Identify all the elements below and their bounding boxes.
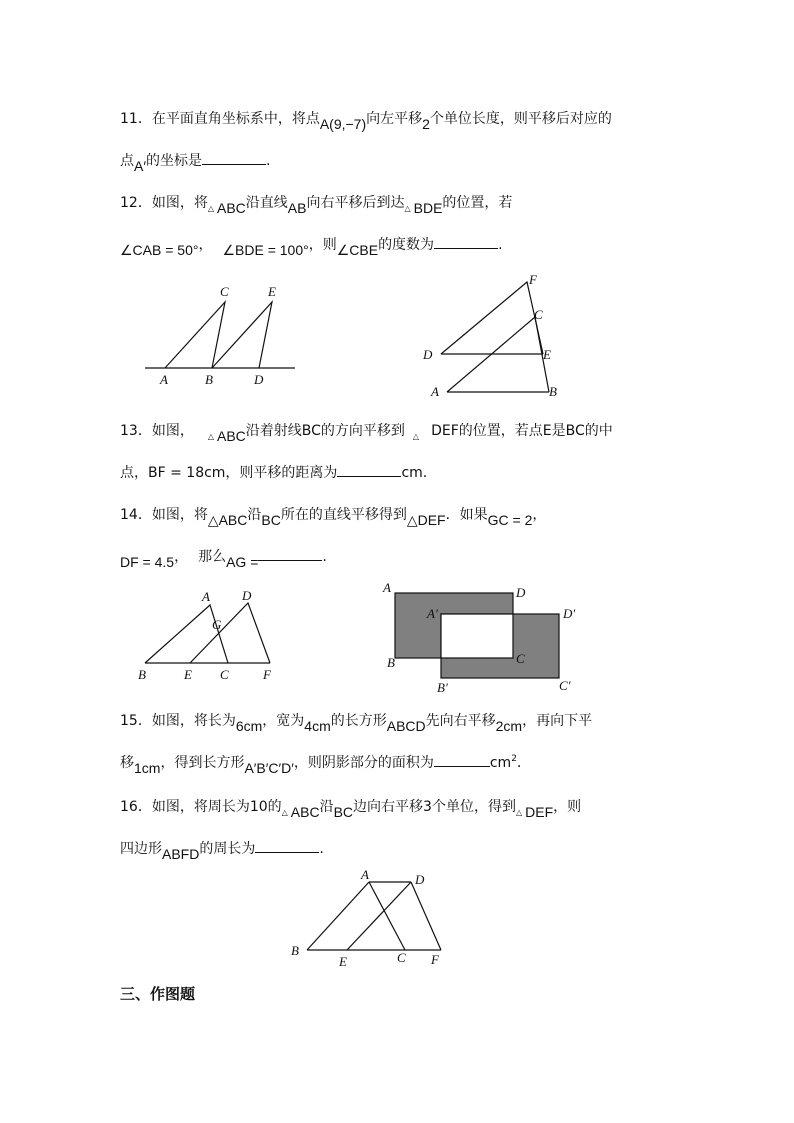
q11-line1: 11．在平面直角坐标系中，将点A(9,−7)向左平移2个单位长度，则平移后对应的 [120,111,612,132]
q16-line2: 四边形ABFD的周长为 . [120,838,324,862]
label-e: E [543,347,551,362]
triangle-abc [165,302,225,368]
q15-line1: 15．如图，将长为6cm，宽为4cm的长方形ABCD先向右平移2cm，再向下平 [120,713,593,734]
answer-blank[interactable] [434,234,498,249]
label-c: C [220,284,229,299]
label-d-prime: D′ [563,606,576,621]
label-f: F [431,952,439,967]
q15-line2: 移1cm，得到长方形A′B′C′D′，则阴影部分的面积为 cm2． [120,754,531,776]
label-b-prime: B′ [437,680,448,695]
answer-blank[interactable] [202,150,266,165]
triangle-symbol: △ [281,808,288,817]
triangle-symbol: △ [207,204,214,213]
q15-figure [375,578,585,696]
label-d: D [423,347,433,362]
q14-line2: DF = 4.5， 那么AG = . [120,546,327,570]
label-a: A [431,384,439,399]
label-f: F [529,272,537,287]
triangle-symbol: △ [515,808,523,817]
triangle-bde [212,302,272,368]
q12-line1: 12．如图，将△ ABC沿直线AB向右平移后到达△ BDE的位置，若 [120,195,513,216]
label-a-prime: A′ [427,606,438,621]
label-a: A [361,867,369,882]
label-e: E [339,954,347,969]
label-d: D [415,872,425,887]
label-e: E [184,667,192,682]
triangle-symbol: △ [412,432,420,441]
section-heading: 三、作图题 [120,985,196,1003]
label-c: C [397,950,406,965]
q16-line1: 16．如图，将周长为10的△ ABC沿BC边向右平移3个单位，得到△ DEF，则 [120,799,582,820]
triangle-abc [145,605,228,663]
label-b: B [291,943,299,958]
label-c-prime: C′ [559,678,571,693]
q13-line2: 点，BF = 18cm，则平移的距离为 cm. [120,462,427,486]
label-f: F [263,667,271,682]
triangle-symbol: △ [404,204,411,213]
label-b: B [138,667,146,682]
triangle-def [441,282,543,354]
label-d: D [242,588,252,603]
q14-figure [130,585,290,685]
q16-figure [285,866,455,971]
label-c: C [220,667,229,682]
label-d: D [516,585,526,600]
answer-blank[interactable] [434,752,490,767]
label-b: B [205,372,213,387]
label-b: B [549,384,557,399]
label-d: D [254,372,264,387]
label-c: C [516,651,525,666]
q12-line2: ∠CAB = 50°， ∠BDE = 100°，则∠CBE的度数为 . [120,234,503,258]
label-c: C [534,307,543,322]
label-a: A [202,589,210,604]
label-a: A [160,372,168,387]
label-g: G [212,617,222,632]
overlap-white [441,614,513,658]
label-e: E [268,284,276,299]
answer-blank[interactable] [258,546,322,561]
answer-blank[interactable] [255,838,319,853]
q11-line2: 点A′的坐标是 . [120,150,270,174]
label-b: B [387,655,395,670]
q12-figure-right [415,270,570,400]
answer-blank[interactable] [337,462,401,477]
label-a: A [383,580,391,595]
q14-line1: 14．如图，将△ABC沿BC所在的直线平移得到△DEF．如果GC = 2， [120,507,547,528]
q13-line1: 13．如图， △ ABC沿着射线BC的方向平移到△ DEF的位置，若点E是BC的中 [120,423,613,444]
triangle-symbol: △ [207,432,214,441]
q12-figure-left [140,280,300,390]
